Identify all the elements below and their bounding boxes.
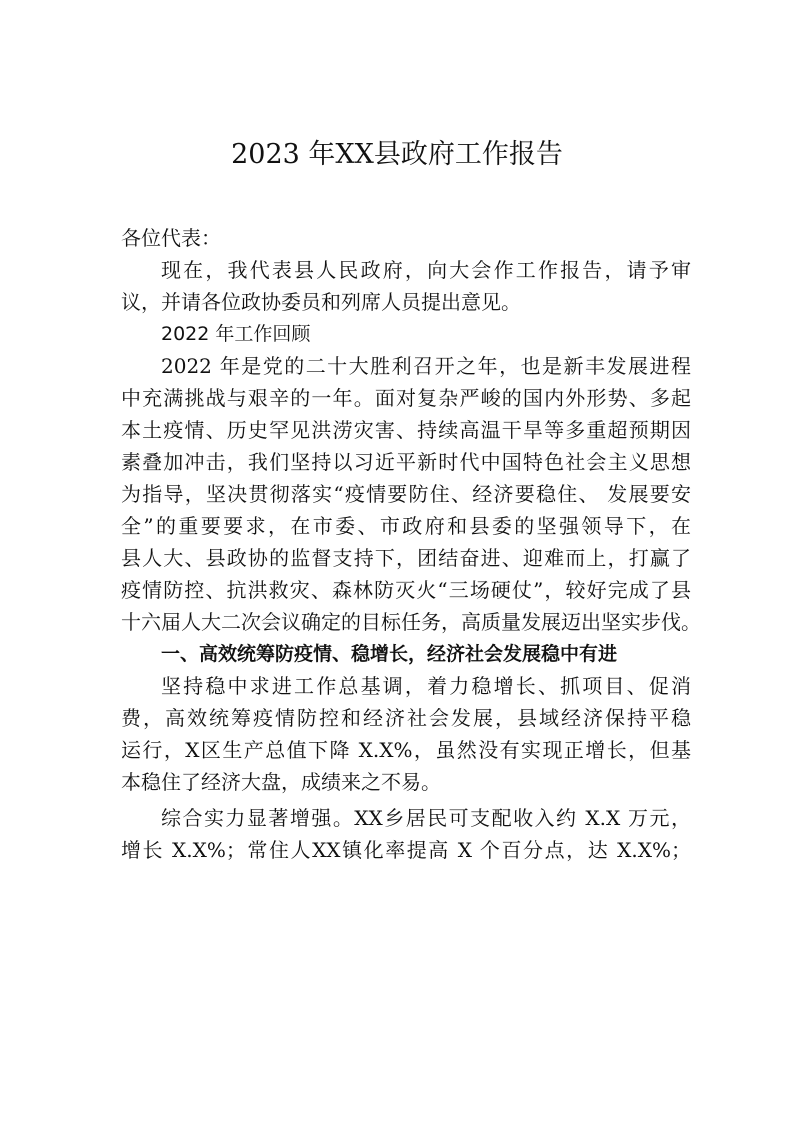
- review-line-4: 素叠加冲击，我们坚持以习近平新时代中国特色社会主义思想: [121, 450, 691, 474]
- intro-line-2: 议，并请各位政协委员和列席人员提出意见。: [121, 290, 521, 314]
- intro-line-1: 现在，我代表县人民政府，向大会作工作报告，请予审: [161, 258, 691, 282]
- section-1-line-4: 本稳住了经济大盘，成绩来之不易。: [121, 770, 441, 794]
- review-line-1: 2022 年是党的二十大胜利召开之年，也是新丰发展进程: [161, 354, 691, 378]
- document-title: 2023 年XX县政府工作报告: [231, 139, 563, 170]
- section-1-line-2: 费，高效统筹疫情防控和经济社会发展，县域经济保持平稳: [121, 706, 691, 730]
- review-line-2: 中充满挑战与艰辛的一年。面对复杂严峻的国内外形势、多起: [121, 386, 691, 410]
- review-line-8: 疫情防控、抗洪救灾、森林防灭火“三场硬仗”，较好完成了县: [121, 578, 691, 602]
- review-line-9: 十六届人大二次会议确定的目标任务，高质量发展迈出坚实步伐。: [121, 610, 701, 634]
- strength-line-1: 综合实力显著增强。XX乡居民可支配收入约 X.X 万元，: [161, 806, 691, 830]
- review-heading: 2022 年工作回顾: [161, 323, 311, 345]
- section-1-line-3: 运行，X区生产总值下降 X.X%，虽然没有实现正增长，但基: [121, 738, 691, 762]
- review-line-3: 本土疫情、历史罕见洪涝灾害、持续高温干旱等多重超预期因: [121, 418, 691, 442]
- salutation: 各位代表：: [121, 226, 221, 250]
- section-1-heading: 一、高效统筹防疫情、稳增长，经济社会发展稳中有进: [161, 643, 618, 665]
- review-line-7: 县人大、县政协的监督支持下，团结奋进、迎难而上，打赢了: [121, 546, 691, 570]
- review-line-6: 全”的重要要求，在市委、市政府和县委的坚强领导下，在: [121, 514, 691, 538]
- review-line-5: 为指导，坚决贯彻落实“疫情要防住、经济要稳住、 发展要安: [121, 482, 691, 506]
- section-1-line-1: 坚持稳中求进工作总基调，着力稳增长、抓项目、促消: [161, 674, 691, 698]
- strength-line-2: 增长 X.X%；常住人XX镇化率提高 X 个百分点，达 X.X%；: [121, 838, 691, 862]
- document-body: [121, 222, 701, 866]
